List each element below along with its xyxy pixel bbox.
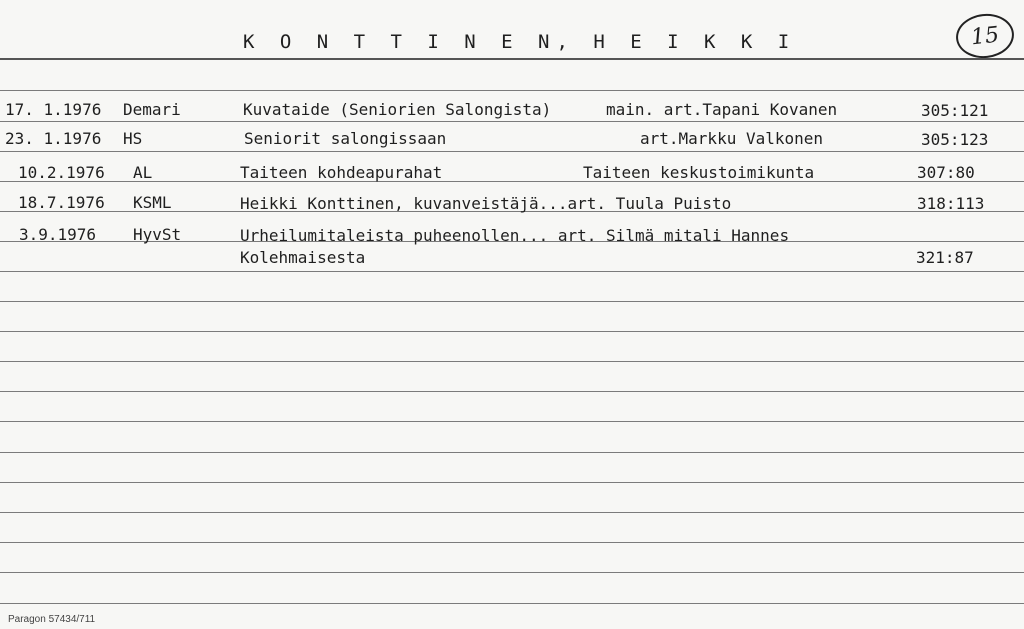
ruled-line <box>0 452 1024 453</box>
entry-reference: 305:121 <box>921 101 989 120</box>
ruled-line <box>0 421 1024 422</box>
ruled-line <box>0 603 1024 604</box>
ruled-line <box>0 482 1024 483</box>
ruled-line <box>0 271 1024 272</box>
entry-date: 23. 1.1976 <box>5 129 102 148</box>
entry-date: 18.7.1976 <box>18 193 105 212</box>
entry-description: Urheilumitaleista puheenollen... art. Silmä mitali Hannes <box>240 226 790 245</box>
ruled-line <box>0 512 1024 513</box>
entry-description: Taiteen kohdeapurahat <box>240 163 443 182</box>
entry-source: KSML <box>133 193 172 212</box>
card-title: K O N T T I N E N, H E I K K I <box>243 31 797 53</box>
entry-date: 3.9.1976 <box>19 225 97 244</box>
ruled-line <box>0 181 1024 182</box>
ruled-line <box>0 121 1024 122</box>
ruled-line <box>0 301 1024 302</box>
ruled-line <box>0 151 1024 152</box>
entry-date: 10.2.1976 <box>18 163 105 182</box>
entry-description-continuation: Kolehmaisesta <box>240 248 366 267</box>
ruled-line <box>0 542 1024 543</box>
entry-source: Demari <box>123 100 181 119</box>
entry-source: HyvSt <box>133 225 182 244</box>
page-number: 15 <box>969 22 1001 50</box>
entry-description: Kuvataide (Seniorien Salongista) <box>243 100 552 119</box>
entry-reference: 305:123 <box>921 130 989 149</box>
header-rule <box>0 58 1024 60</box>
entry-reference: 318:113 <box>917 194 985 213</box>
entry-description: Heikki Konttinen, kuvanveistäjä...art. Tuula Puisto <box>240 194 732 213</box>
entry-source: HS <box>123 129 143 148</box>
ruled-line <box>0 90 1024 91</box>
entry-date: 17. 1.1976 <box>5 100 102 119</box>
entry-author: main. art.Tapani Kovanen <box>606 100 838 119</box>
entry-author: art.Markku Valkonen <box>640 129 824 148</box>
ruled-line <box>0 331 1024 332</box>
entry-reference: 321:87 <box>916 248 974 267</box>
card-footer: Paragon 57434/711 <box>8 614 96 625</box>
ruled-line <box>0 391 1024 392</box>
page-number-mark <box>954 11 1016 61</box>
entry-source: AL <box>133 163 153 182</box>
entry-reference: 307:80 <box>917 163 975 182</box>
entry-author: Taiteen keskustoimikunta <box>583 163 815 182</box>
ruled-line <box>0 572 1024 573</box>
entry-description: Seniorit salongissaan <box>244 129 447 148</box>
ruled-line <box>0 361 1024 362</box>
